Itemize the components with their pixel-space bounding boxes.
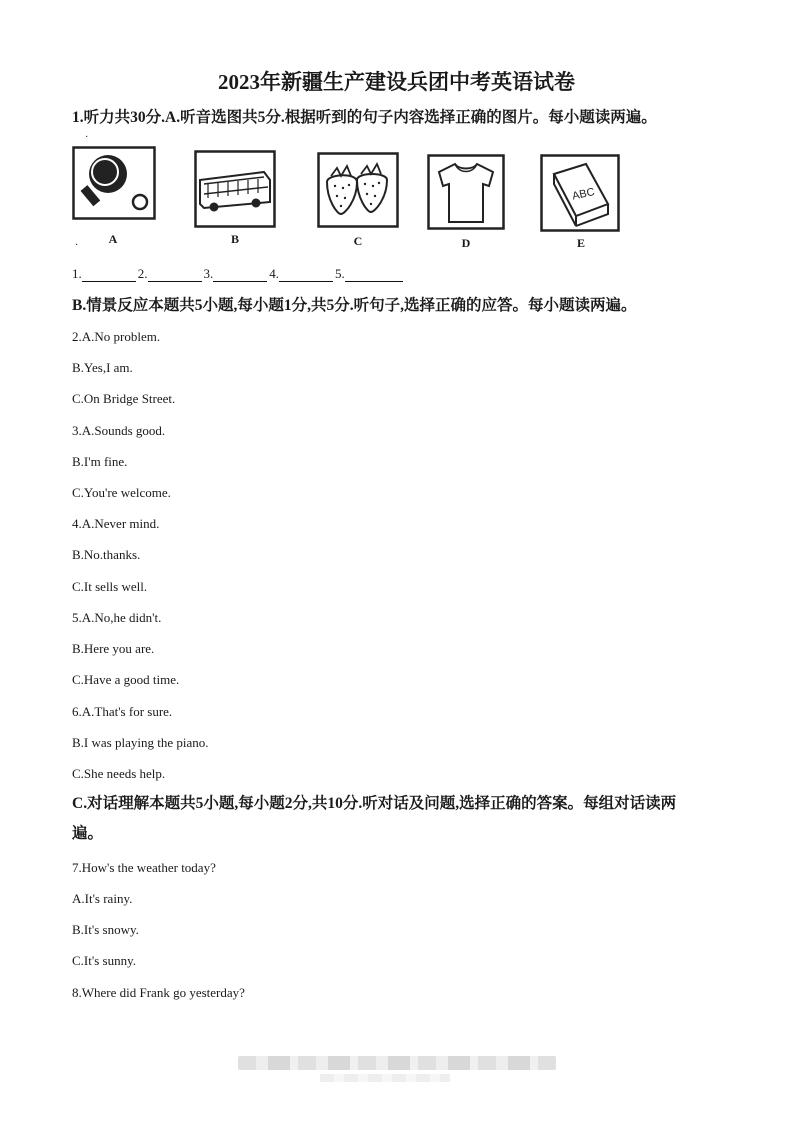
section-c-heading-cont: 遍。 bbox=[72, 825, 104, 842]
option-line: C.Have a good time. bbox=[72, 672, 180, 687]
option-line: C.She needs help. bbox=[72, 766, 166, 781]
strawberry-icon bbox=[317, 152, 399, 228]
section-a-heading: 1.听力共30分.A.听音选图共5分.根据听到的句子内容选择正确的图片。每小题读两遍。 bbox=[72, 109, 657, 126]
section-c-heading: C.对话理解本题共5小题,每小题2分,共10分.听对话及问题,选择正确的答案。每组对话读两 bbox=[72, 795, 677, 812]
blurred-footer-sub bbox=[320, 1074, 450, 1082]
blank-item-2: 2. bbox=[138, 266, 204, 282]
section-b-heading: B.情景反应本题共5小题,每小题1分,共5分.听句子,选择正确的应答。每小题读两遍。 bbox=[72, 297, 637, 314]
option-line: 2.A.No problem. bbox=[72, 329, 161, 344]
blank-item-1: 1. bbox=[72, 266, 138, 282]
question-line: 7.How's the weather today? bbox=[72, 860, 216, 875]
answer-blank-2[interactable] bbox=[148, 267, 202, 282]
option-line: 6.A.That's for sure. bbox=[72, 704, 173, 719]
answer-blanks bbox=[72, 266, 405, 282]
option-line: B.Yes,I am. bbox=[72, 360, 133, 375]
option-line: C.You're welcome. bbox=[72, 485, 171, 500]
picture-label-d: D bbox=[461, 236, 471, 250]
option-line: B.I was playing the piano. bbox=[72, 735, 209, 750]
option-line: C.It's sunny. bbox=[72, 953, 136, 968]
option-line: B.No.thanks. bbox=[72, 547, 141, 562]
answer-blank-3[interactable] bbox=[213, 267, 267, 282]
picture-label-a: A bbox=[108, 232, 118, 246]
page-title: 2023年新疆生产建设兵团中考英语试卷 bbox=[218, 70, 575, 94]
blurred-footer bbox=[238, 1056, 556, 1070]
answer-blank-5[interactable] bbox=[345, 267, 403, 282]
option-line: 5.A.No,he didn't. bbox=[72, 610, 162, 625]
picture-label-c: C bbox=[353, 234, 363, 248]
option-line: C.On Bridge Street. bbox=[72, 391, 176, 406]
tshirt-icon bbox=[427, 154, 505, 230]
option-line: 3.A.Sounds good. bbox=[72, 423, 166, 438]
option-line: 4.A.Never mind. bbox=[72, 516, 160, 531]
picture-label-e: E bbox=[576, 236, 585, 250]
answer-blank-1[interactable] bbox=[82, 267, 136, 282]
question-line: 8.Where did Frank go yesterday? bbox=[72, 985, 245, 1000]
book-icon bbox=[540, 154, 620, 232]
blank-item-3: 3. bbox=[204, 266, 270, 282]
option-line: B.Here you are. bbox=[72, 641, 155, 656]
option-line: A.It's rainy. bbox=[72, 891, 133, 906]
option-line: B.I'm fine. bbox=[72, 454, 128, 469]
blank-item-5: 5. bbox=[335, 266, 405, 282]
ping-pong-icon bbox=[72, 146, 156, 220]
answer-blank-4[interactable] bbox=[279, 267, 333, 282]
book-cover-text: ABC bbox=[571, 186, 596, 203]
bus-icon bbox=[194, 150, 276, 228]
option-line: C.It sells well. bbox=[72, 579, 148, 594]
stray-dot: · bbox=[75, 240, 79, 251]
stray-dot: · bbox=[85, 132, 89, 143]
option-line: B.It's snowy. bbox=[72, 922, 139, 937]
blank-item-4: 4. bbox=[269, 266, 335, 282]
picture-label-b: B bbox=[230, 232, 239, 246]
